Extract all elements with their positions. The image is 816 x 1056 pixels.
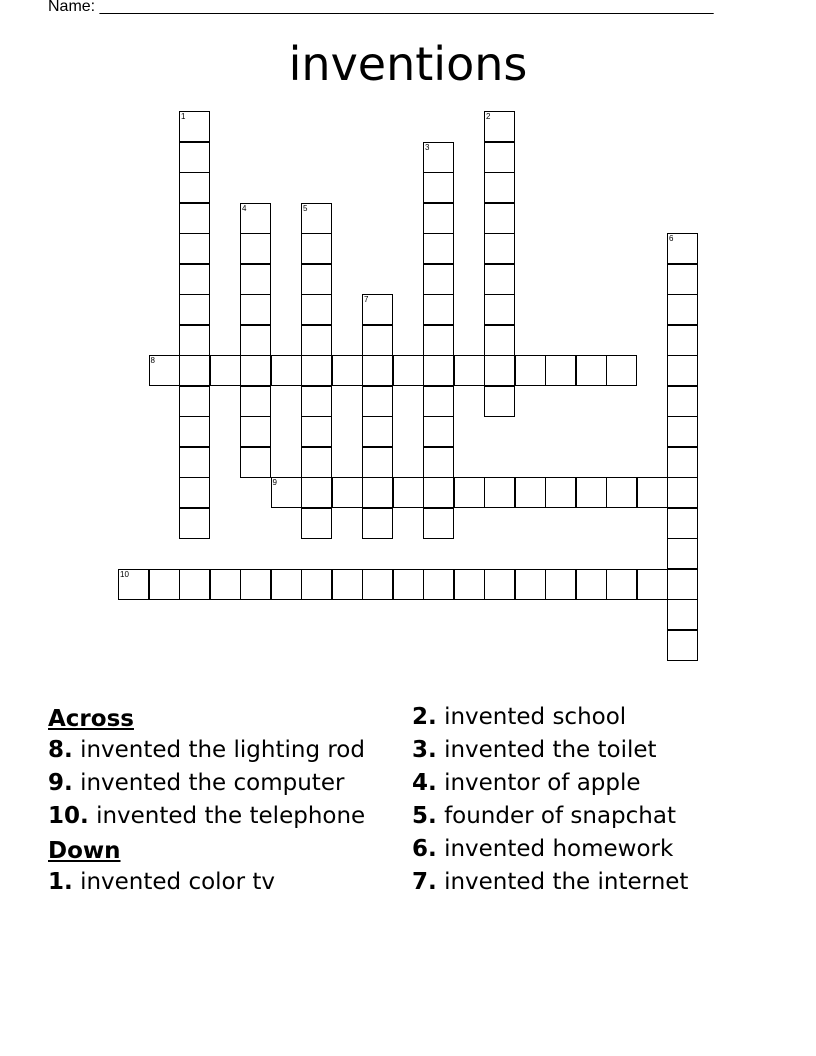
crossword-cell[interactable] bbox=[606, 569, 637, 600]
crossword-cell[interactable] bbox=[545, 477, 576, 508]
crossword-cell[interactable] bbox=[576, 569, 607, 600]
crossword-cell[interactable] bbox=[179, 233, 210, 264]
clue-across-10: 10. invented the telephone bbox=[48, 803, 366, 829]
crossword-cell[interactable] bbox=[179, 142, 210, 173]
cell-number: 1 bbox=[181, 112, 186, 121]
crossword-cell[interactable] bbox=[301, 294, 332, 325]
crossword-cell[interactable] bbox=[301, 233, 332, 264]
crossword-cell[interactable] bbox=[667, 325, 698, 356]
crossword-cell[interactable] bbox=[667, 599, 698, 630]
crossword-cell[interactable] bbox=[240, 386, 271, 417]
crossword-cell[interactable] bbox=[179, 294, 210, 325]
crossword-cell[interactable] bbox=[118, 569, 149, 600]
crossword-cell[interactable] bbox=[484, 386, 515, 417]
clue-down-1: 1. invented color tv bbox=[48, 869, 276, 895]
crossword-cell[interactable] bbox=[423, 355, 454, 386]
clue-down-3: 3. invented the toilet bbox=[412, 737, 657, 763]
crossword-cell[interactable] bbox=[362, 294, 393, 325]
crossword-cell[interactable] bbox=[484, 477, 515, 508]
crossword-cell[interactable] bbox=[423, 233, 454, 264]
crossword-cell[interactable] bbox=[484, 233, 515, 264]
crossword-cell[interactable] bbox=[423, 386, 454, 417]
crossword-cell[interactable] bbox=[454, 569, 485, 600]
crossword-cell[interactable] bbox=[484, 294, 515, 325]
across-heading: Across bbox=[48, 706, 134, 732]
crossword-cell[interactable] bbox=[423, 142, 454, 173]
clue-down-2: 2. invented school bbox=[412, 704, 627, 730]
crossword-cell[interactable] bbox=[423, 325, 454, 356]
crossword-cell[interactable] bbox=[210, 569, 241, 600]
cell-number: 9 bbox=[272, 478, 277, 487]
crossword-cell[interactable] bbox=[423, 203, 454, 234]
crossword-cell[interactable] bbox=[667, 477, 698, 508]
crossword-cell[interactable] bbox=[515, 569, 546, 600]
crossword-cell[interactable] bbox=[667, 416, 698, 447]
crossword-cell[interactable] bbox=[240, 416, 271, 447]
crossword-cell[interactable] bbox=[210, 355, 241, 386]
crossword-cell[interactable] bbox=[179, 386, 210, 417]
crossword-cell[interactable] bbox=[301, 508, 332, 539]
crossword-cell[interactable] bbox=[240, 264, 271, 295]
crossword-cell[interactable] bbox=[301, 386, 332, 417]
crossword-cell[interactable] bbox=[301, 264, 332, 295]
crossword-cell[interactable] bbox=[606, 355, 637, 386]
crossword-cell[interactable] bbox=[149, 569, 180, 600]
clue-down-6: 6. invented homework bbox=[412, 836, 674, 862]
clue-down-5: 5. founder of snapchat bbox=[412, 803, 676, 829]
crossword-cell[interactable] bbox=[637, 477, 668, 508]
crossword-cell[interactable] bbox=[423, 569, 454, 600]
crossword-cell[interactable] bbox=[332, 477, 363, 508]
clue-across-8: 8. invented the lighting rod bbox=[48, 737, 365, 763]
crossword-cell[interactable] bbox=[423, 172, 454, 203]
name-field[interactable]: Name: _____________________________________________________________________ bbox=[48, 0, 714, 15]
puzzle-title: inventions bbox=[288, 37, 528, 91]
clues-right-column bbox=[412, 703, 782, 901]
crossword-cell[interactable] bbox=[332, 355, 363, 386]
crossword-cell[interactable] bbox=[301, 569, 332, 600]
crossword-cell[interactable] bbox=[484, 111, 515, 142]
crossword-cell[interactable] bbox=[179, 355, 210, 386]
crossword-cell[interactable] bbox=[179, 172, 210, 203]
crossword-cell[interactable] bbox=[362, 416, 393, 447]
crossword-cell[interactable] bbox=[240, 294, 271, 325]
crossword-cell[interactable] bbox=[301, 355, 332, 386]
crossword-cell[interactable] bbox=[393, 355, 424, 386]
crossword-cell[interactable] bbox=[179, 203, 210, 234]
crossword-cell[interactable] bbox=[301, 203, 332, 234]
crossword-cell[interactable] bbox=[179, 325, 210, 356]
crossword-cell[interactable] bbox=[149, 355, 180, 386]
crossword-cell[interactable] bbox=[484, 142, 515, 173]
cell-number: 6 bbox=[669, 234, 674, 243]
cell-number: 4 bbox=[242, 203, 247, 213]
crossword-cell[interactable] bbox=[545, 569, 576, 600]
crossword-cell[interactable] bbox=[301, 447, 332, 478]
crossword-cell[interactable] bbox=[515, 355, 546, 386]
crossword-cell[interactable] bbox=[362, 355, 393, 386]
crossword-cell[interactable] bbox=[423, 264, 454, 295]
crossword-cell[interactable] bbox=[240, 325, 271, 356]
crossword-cell[interactable] bbox=[667, 233, 698, 264]
crossword-cell[interactable] bbox=[484, 203, 515, 234]
crossword-cell[interactable] bbox=[423, 477, 454, 508]
crossword-cell[interactable] bbox=[179, 569, 210, 600]
crossword-cell[interactable] bbox=[667, 264, 698, 295]
crossword-cell[interactable] bbox=[179, 264, 210, 295]
cell-number: 8 bbox=[150, 356, 155, 365]
crossword-cell[interactable] bbox=[667, 569, 698, 600]
crossword-cell[interactable] bbox=[667, 508, 698, 539]
crossword-cell[interactable] bbox=[454, 355, 485, 386]
cell-number: 3 bbox=[425, 142, 430, 152]
crossword-cell[interactable] bbox=[362, 477, 393, 508]
clues-left-column bbox=[48, 703, 398, 901]
crossword-cell[interactable] bbox=[393, 477, 424, 508]
crossword-cell[interactable] bbox=[393, 569, 424, 600]
crossword-cell[interactable] bbox=[484, 172, 515, 203]
crossword-cell[interactable] bbox=[606, 477, 637, 508]
down-heading: Down bbox=[48, 838, 121, 864]
cell-number: 5 bbox=[303, 203, 308, 213]
crossword-cell[interactable] bbox=[484, 264, 515, 295]
crossword-cell[interactable] bbox=[179, 477, 210, 508]
crossword-cell[interactable] bbox=[515, 477, 546, 508]
crossword-cell[interactable] bbox=[667, 538, 698, 569]
cell-number: 10 bbox=[120, 569, 129, 579]
crossword-cell[interactable] bbox=[362, 447, 393, 478]
crossword-cell[interactable] bbox=[179, 447, 210, 478]
crossword-cell[interactable] bbox=[423, 294, 454, 325]
crossword-cell[interactable] bbox=[362, 508, 393, 539]
clue-across-9: 9. invented the computer bbox=[48, 770, 345, 796]
crossword-cell[interactable] bbox=[484, 325, 515, 356]
crossword-cell[interactable] bbox=[423, 508, 454, 539]
crossword-cell[interactable] bbox=[576, 477, 607, 508]
crossword-cell[interactable] bbox=[423, 416, 454, 447]
crossword-cell[interactable] bbox=[271, 477, 302, 508]
crossword-cell[interactable] bbox=[240, 355, 271, 386]
crossword-cell[interactable] bbox=[637, 569, 668, 600]
cell-number: 2 bbox=[486, 112, 491, 121]
crossword-cell[interactable] bbox=[423, 447, 454, 478]
crossword-cell[interactable] bbox=[362, 569, 393, 600]
crossword-cell[interactable] bbox=[179, 416, 210, 447]
crossword-cell[interactable] bbox=[301, 325, 332, 356]
crossword-cell[interactable] bbox=[301, 477, 332, 508]
crossword-cell[interactable] bbox=[240, 447, 271, 478]
crossword-cell[interactable] bbox=[271, 355, 302, 386]
crossword-cell[interactable] bbox=[301, 416, 332, 447]
crossword-cell[interactable] bbox=[240, 569, 271, 600]
crossword-cell[interactable] bbox=[362, 325, 393, 356]
crossword-cell[interactable] bbox=[667, 447, 698, 478]
crossword-cell[interactable] bbox=[667, 630, 698, 661]
clue-down-7: 7. invented the internet bbox=[412, 869, 689, 895]
crossword-cell[interactable] bbox=[240, 203, 271, 234]
crossword-cell[interactable] bbox=[667, 294, 698, 325]
cell-number: 7 bbox=[364, 295, 369, 304]
crossword-cell[interactable] bbox=[545, 355, 576, 386]
clue-down-4: 4. inventor of apple bbox=[412, 770, 641, 796]
crossword-cell[interactable] bbox=[271, 569, 302, 600]
crossword-cell[interactable] bbox=[667, 355, 698, 386]
crossword-cell[interactable] bbox=[362, 386, 393, 417]
crossword-cell[interactable] bbox=[576, 355, 607, 386]
crossword-cell[interactable] bbox=[484, 569, 515, 600]
crossword-cell[interactable] bbox=[179, 508, 210, 539]
crossword-cell[interactable] bbox=[667, 386, 698, 417]
crossword-cell[interactable] bbox=[240, 233, 271, 264]
crossword-cell[interactable] bbox=[454, 477, 485, 508]
crossword-cell[interactable] bbox=[484, 355, 515, 386]
crossword-cell[interactable] bbox=[332, 569, 363, 600]
crossword-cell[interactable] bbox=[179, 111, 210, 142]
